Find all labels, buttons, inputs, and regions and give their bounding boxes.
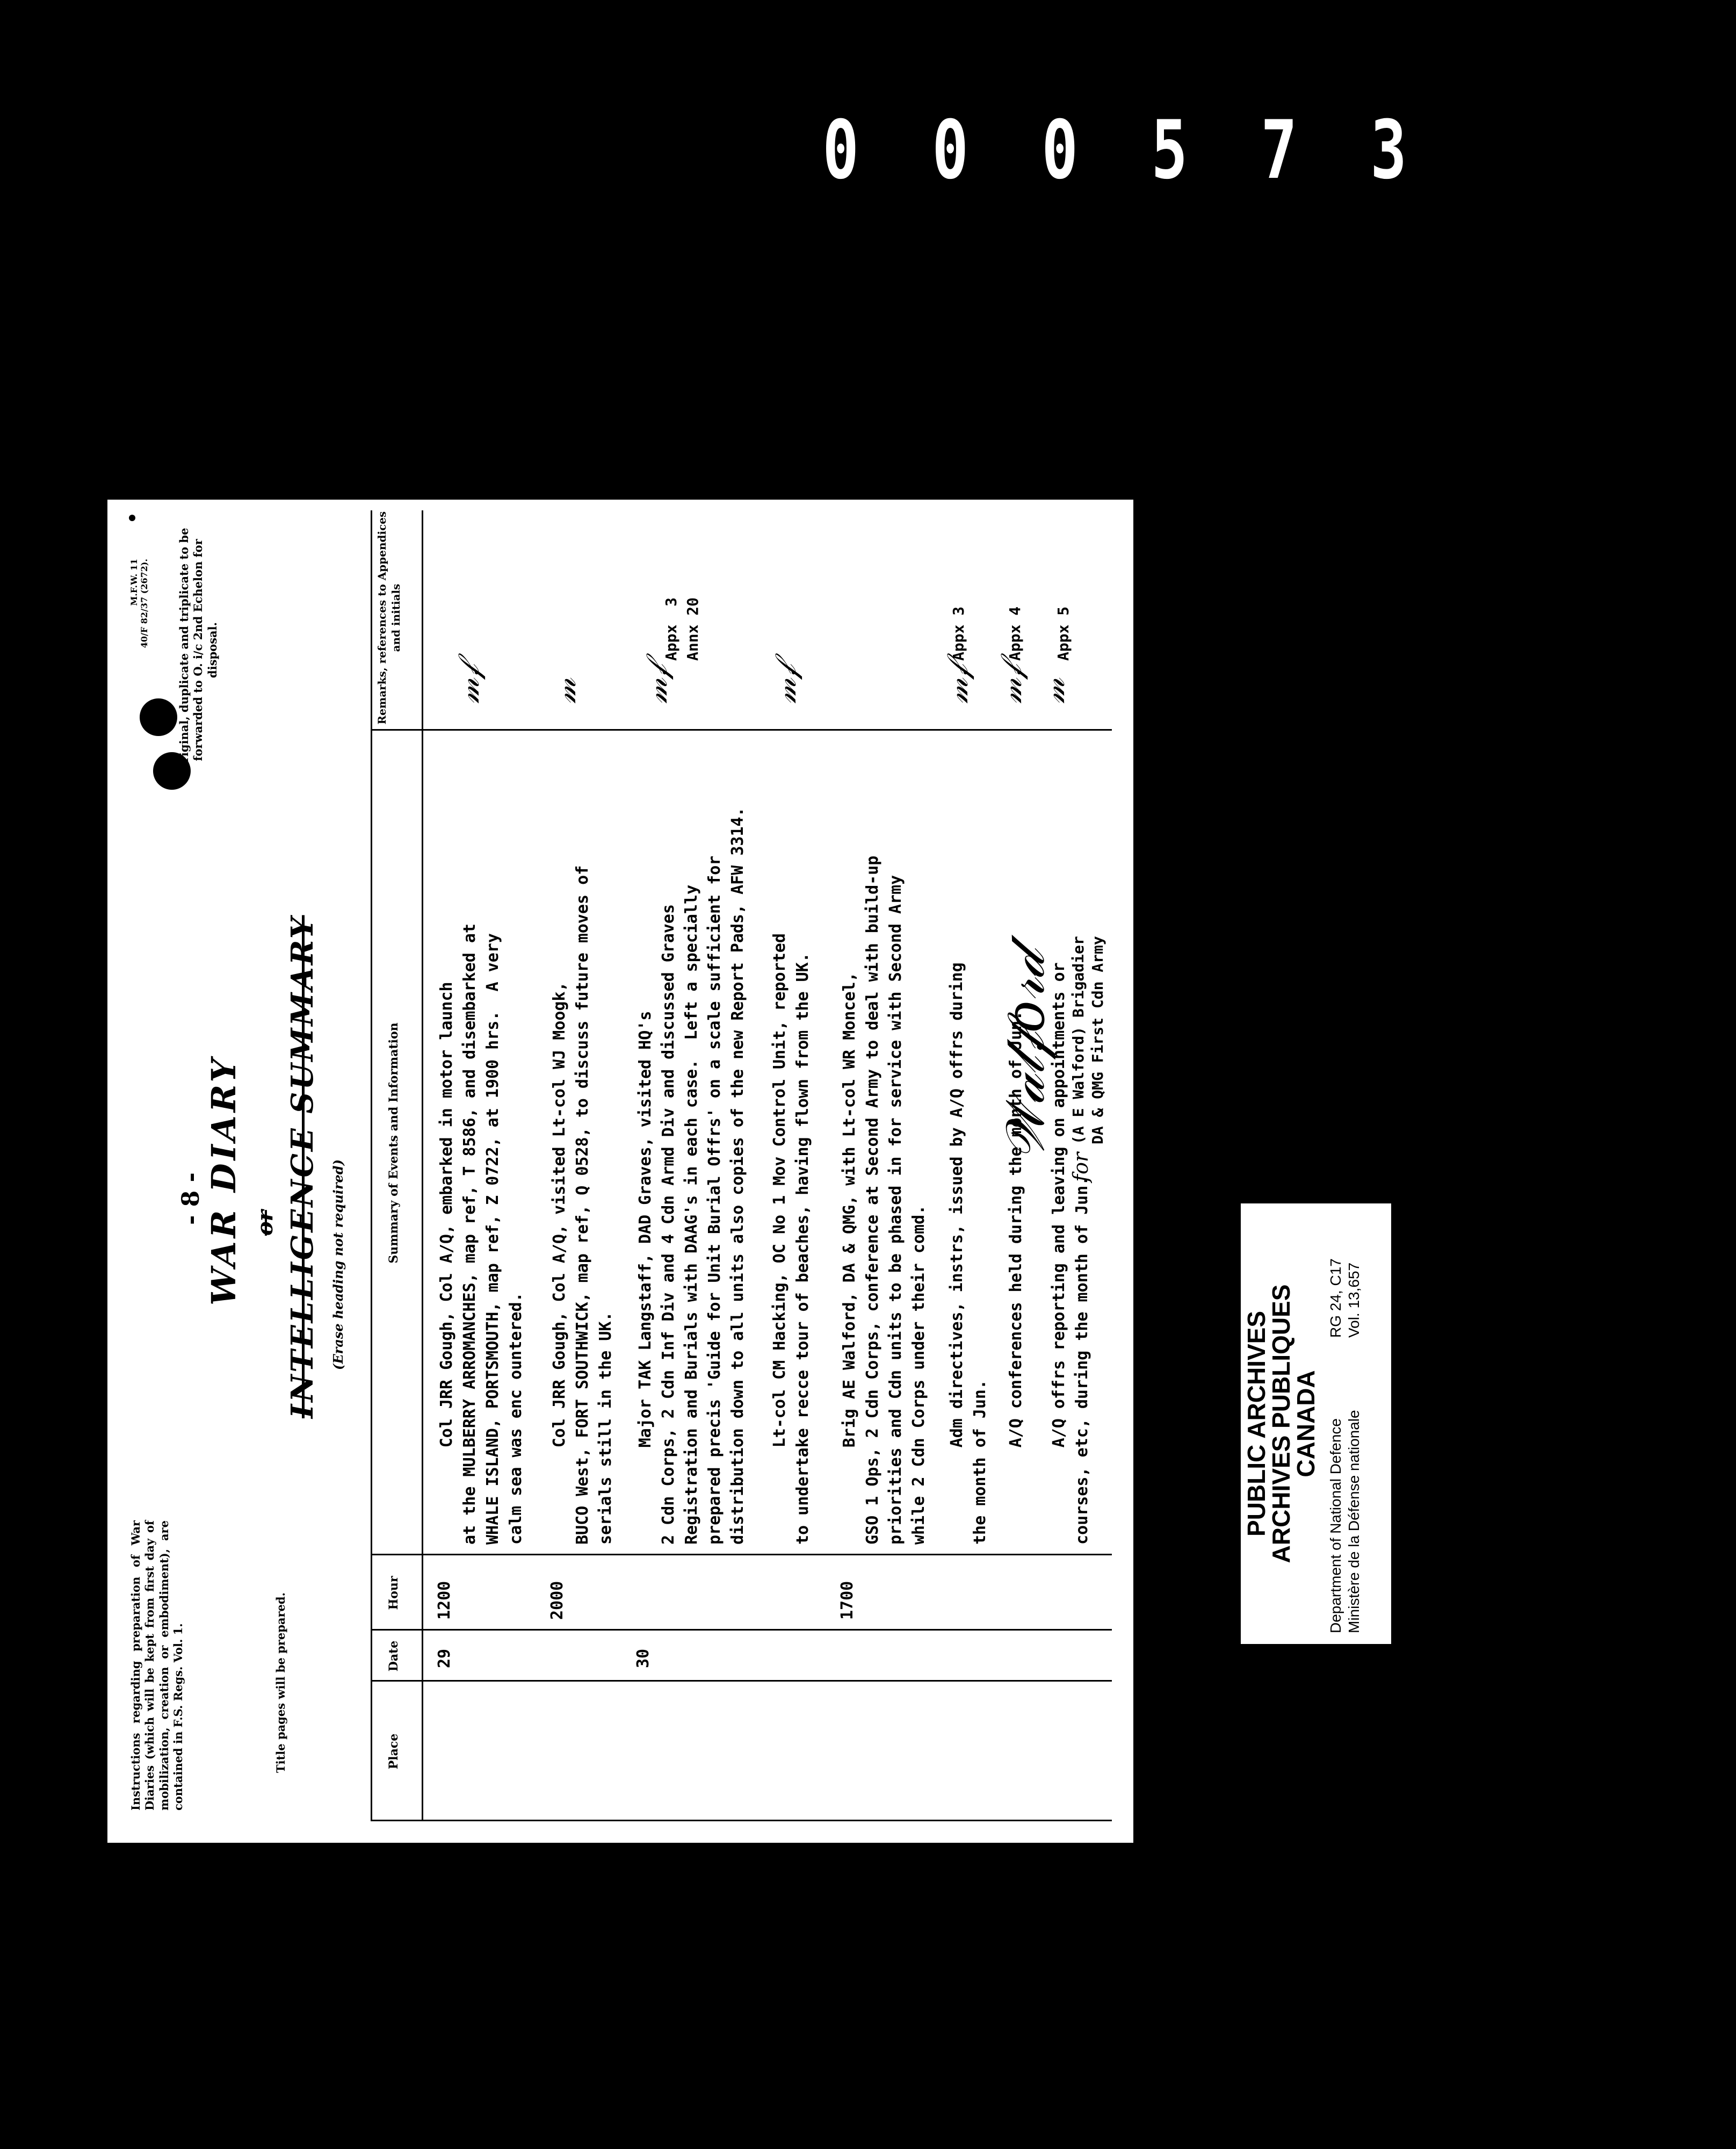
entry-summary bbox=[634, 807, 749, 1545]
frame-digit: 3 bbox=[1370, 104, 1407, 197]
summary-line: prepared precis 'Guide for Unit Burial Offrs' on a scale sufficient for bbox=[705, 855, 724, 1545]
entry-summary bbox=[768, 933, 814, 1545]
form-ref-line: 40/F 82/37 (2672). bbox=[139, 559, 150, 648]
volume: Vol. 13,657 bbox=[1346, 1262, 1362, 1338]
summary-line: A/Q offrs reporting and leaving on appointments or bbox=[1050, 962, 1068, 1545]
handwritten-initials: 𝓂𝒻 bbox=[768, 665, 803, 704]
signature-name: (A E Walford) Brigadier bbox=[1069, 936, 1087, 1144]
column-header-place: Place bbox=[387, 1733, 401, 1770]
instructions-note: Instructions regarding preparation of War Diaries (which will be kept from first day of mobilization, creation or embodiment), are contained in F.S. Regs. Vol. 1. bbox=[129, 1520, 185, 1811]
column-header-date: Date bbox=[387, 1640, 401, 1672]
page-subtitle: INTELLIGENCE SUMMARY bbox=[285, 915, 320, 1418]
summary-line: to undertake recce tour of beaches, having flown from the UK. bbox=[793, 953, 812, 1545]
summary-line: Registration and Burials with DAAG's in each case. Left a specially bbox=[682, 884, 701, 1545]
war-diary-page bbox=[107, 500, 1133, 1843]
war-diary-sheet bbox=[107, 500, 1133, 1843]
record-group: RG 24, C17 bbox=[1327, 1258, 1344, 1338]
column-header-remarks: Remarks, references to Appendices and initials bbox=[375, 511, 402, 725]
signature-block bbox=[1069, 936, 1108, 1144]
handwritten-initials: 𝓂𝒻 bbox=[994, 665, 1029, 704]
punch-hole bbox=[140, 698, 177, 736]
form-ref-line: M.F.W. 11 bbox=[129, 559, 139, 606]
summary-line: Lt-col CM Hacking, OC No 1 Mov Control Unit, reported bbox=[770, 933, 789, 1545]
table-header-rule bbox=[422, 510, 423, 1821]
signature-area bbox=[988, 806, 1128, 1182]
summary-line: serials still in the UK. bbox=[596, 1311, 615, 1545]
summary-line: courses, etc, during the month of Jun. bbox=[1073, 1176, 1091, 1545]
entry-hour: 1200 bbox=[435, 1581, 454, 1620]
column-rule bbox=[371, 729, 1112, 731]
summary-line: the month of Jun. bbox=[971, 1379, 989, 1545]
frame-digit: 0 bbox=[932, 104, 968, 197]
dept-en: Department of National Defence bbox=[1327, 1418, 1344, 1633]
summary-line: 2 Cdn Corps, 2 Cdn Inf Div and 4 Cdn Armd Div and discussed Graves bbox=[659, 904, 678, 1545]
handwritten-initials: 𝓂 bbox=[1037, 678, 1072, 704]
disposal-note: Original, duplicate and triplicate to be forwarded to O. i/c 2nd Echelon for disposal. bbox=[177, 528, 219, 773]
entry-summary bbox=[548, 866, 617, 1545]
stamp-title bbox=[1241, 1203, 1318, 1644]
entry-remarks: Appx 5 bbox=[1054, 606, 1072, 661]
column-header-summary: Summary of Events and Information bbox=[387, 1022, 401, 1264]
handwritten-initials: 𝓂𝒻 bbox=[639, 665, 674, 704]
signature-title: DA & QMG First Cdn Army bbox=[1089, 936, 1106, 1144]
entry-summary bbox=[838, 856, 930, 1545]
handwritten-signature: 𝒲𝒶𝓁𝒻𝑜𝓇𝒹 bbox=[994, 951, 1057, 1160]
summary-line: Adm directives, instrs, issued by A/Q offrs during bbox=[947, 962, 966, 1545]
handwritten-initials: 𝓂𝒻 bbox=[940, 665, 975, 704]
title-pages-note: Title pages will be prepared. bbox=[274, 1592, 287, 1773]
frame-digit: 5 bbox=[1151, 104, 1188, 197]
form-reference bbox=[129, 559, 149, 648]
summary-line: Col JRR Gough, Col A/Q, visited Lt-col WJ Moogk, bbox=[550, 982, 569, 1545]
page-title: WAR DIARY bbox=[204, 1055, 243, 1306]
title-or: or bbox=[252, 1210, 278, 1236]
frame-digit: 7 bbox=[1261, 104, 1297, 197]
handwritten-initials: 𝓂 bbox=[548, 678, 583, 704]
summary-line: A/Q conferences held during the month of Jun. bbox=[1007, 1011, 1025, 1545]
column-rule bbox=[371, 1629, 1112, 1631]
stamp-country: CANADA bbox=[1292, 1370, 1320, 1477]
entry-hour: 2000 bbox=[548, 1581, 567, 1620]
summary-line: Major TAK Langstaff, DAD Graves, visited HQ's bbox=[636, 1011, 655, 1545]
table-border-left bbox=[371, 1820, 1112, 1821]
stamp-title-en: PUBLIC ARCHIVES bbox=[1242, 1311, 1270, 1537]
stamp-panel bbox=[1241, 1203, 1391, 1644]
heading-note: (Erase heading not required) bbox=[330, 1159, 346, 1370]
column-rule bbox=[371, 1680, 1112, 1682]
entry-hour: 1700 bbox=[838, 1581, 857, 1620]
summary-line: BUCO West, FORT SOUTHWICK, map ref, Q 0528, to discuss future moves of bbox=[573, 865, 592, 1545]
summary-line: distribution down to all units also copies of the new Report Pads, AFW 3314. bbox=[728, 807, 747, 1545]
column-rule bbox=[371, 1554, 1112, 1555]
summary-line: Brig AE Walford, DA & QMG, with Lt-col WR Moncel, bbox=[840, 972, 859, 1545]
summary-line: calm sea was enc ountered. bbox=[507, 1292, 525, 1545]
summary-line: while 2 Cdn Corps under their comd. bbox=[909, 1205, 928, 1545]
stamp-title-fr: ARCHIVES PUBLIQUES bbox=[1267, 1284, 1295, 1563]
entry-date: 30 bbox=[634, 1648, 653, 1668]
frame-digit: 0 bbox=[822, 104, 859, 197]
table-border-top bbox=[371, 510, 372, 1821]
entry-summary bbox=[945, 962, 992, 1545]
signature-for: for bbox=[1069, 1152, 1093, 1182]
dept-fr: Ministère de la Défense nationale bbox=[1346, 1410, 1362, 1633]
handwritten-initials: 𝓂𝒻 bbox=[451, 665, 486, 704]
stamp-department bbox=[1327, 1410, 1363, 1633]
punch-dot bbox=[129, 515, 135, 521]
entry-remarks: Appx 3 bbox=[950, 606, 967, 661]
entry-remarks: Appx 3 Annx 20 bbox=[662, 597, 701, 661]
summary-line: at the MULBERRY ARROMANCHES, map ref, T 8586, and disembarked at bbox=[460, 924, 479, 1545]
summary-line: WHALE ISLAND, PORTSMOUTH, map ref, Z 0722, at 1900 hrs. A very bbox=[483, 933, 502, 1545]
frame-number bbox=[816, 104, 1413, 197]
entry-remarks: Appx 4 bbox=[1006, 606, 1024, 661]
frame-digit: 0 bbox=[1041, 104, 1078, 197]
stamp-reference bbox=[1327, 1258, 1363, 1338]
summary-line: GSO 1 Ops, 2 Cdn Corps, conference at Second Army to deal with build-up bbox=[863, 855, 882, 1545]
archives-stamp bbox=[1235, 698, 1397, 1692]
entry-date: 29 bbox=[435, 1648, 454, 1668]
summary-line: Col JRR Gough, Col A/Q, embarked in motor launch bbox=[437, 982, 456, 1545]
entry-summary bbox=[435, 924, 527, 1545]
page-number: - 8 - bbox=[177, 1172, 205, 1225]
summary-line: priorities and Cdn units to be phased in for service with Second Army bbox=[886, 875, 905, 1545]
column-header-hour: Hour bbox=[387, 1576, 401, 1610]
